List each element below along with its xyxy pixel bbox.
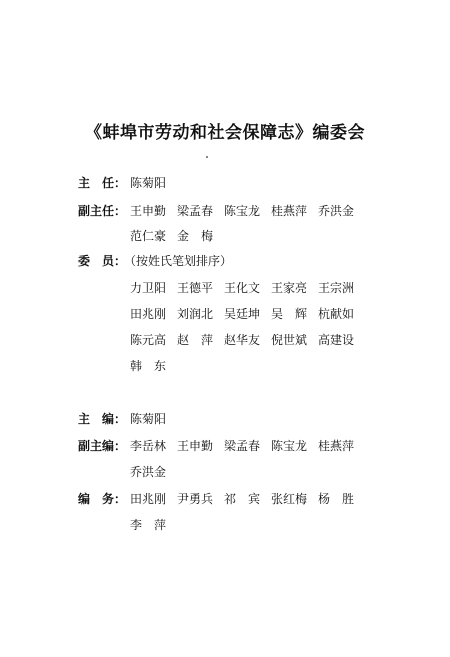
decorative-dot [206, 156, 208, 158]
person-name: 王化文 [224, 281, 261, 295]
person-name: 倪世斌 [271, 333, 308, 347]
members-line-4 [130, 359, 177, 373]
members-label: 委 员： [78, 254, 127, 268]
person-name: 金 梅 [177, 229, 214, 243]
deputy-editor-row-2 [130, 465, 177, 479]
person-name: 尹勇兵 [177, 492, 214, 506]
chair-name: 陈菊阳 [130, 176, 167, 190]
editors-row-2 [130, 518, 177, 532]
person-name: 赵华友 [224, 333, 261, 347]
person-name: 王申勤 [130, 204, 167, 218]
person-name: 陈宝龙 [271, 439, 308, 453]
person-name: 吴廷坤 [224, 307, 261, 321]
person-name: 杨 胜 [318, 492, 355, 506]
person-name: 吴 辉 [271, 307, 308, 321]
members-line-1 [130, 281, 365, 295]
members-line-3 [130, 333, 365, 347]
person-name: 刘润北 [177, 307, 214, 321]
person-name: 乔洪金 [130, 465, 167, 479]
editors-label: 编 务： [78, 492, 127, 506]
members-note: （按姓氏笔划排序） [124, 254, 233, 268]
person-name: 陈元高 [130, 333, 167, 347]
vice-chair-label: 副主任： [78, 204, 127, 218]
vice-chair-names-line1 [130, 204, 365, 218]
person-name: 高建设 [318, 333, 355, 347]
deputy-editor-names-line1 [130, 439, 365, 453]
person-name: 王申勤 [177, 439, 214, 453]
person-name: 韩 东 [130, 359, 167, 373]
person-name: 桂燕萍 [318, 439, 355, 453]
chief-editor-label: 主 编： [78, 412, 127, 426]
deputy-editor-label: 副主编： [78, 439, 127, 453]
person-name: 范仁豪 [130, 229, 167, 243]
person-name: 祁 宾 [224, 492, 261, 506]
person-name: 田兆刚 [130, 307, 167, 321]
person-name: 力卫阳 [130, 281, 167, 295]
person-name: 杭献如 [318, 307, 355, 321]
person-name: 王宗洲 [318, 281, 355, 295]
person-name: 乔洪金 [318, 204, 355, 218]
person-name: 李岳林 [130, 439, 167, 453]
person-name: 王家亮 [271, 281, 308, 295]
page-title: 《蚌埠市劳动和社会保障志》编委会 [85, 123, 365, 143]
person-name: 王德平 [177, 281, 214, 295]
person-name: 李 萍 [130, 518, 167, 532]
person-name: 梁孟春 [177, 204, 214, 218]
person-name: 田兆刚 [130, 492, 167, 506]
person-name: 张红梅 [271, 492, 308, 506]
chair-label: 主 任： [78, 176, 127, 190]
person-name: 陈宝龙 [224, 204, 261, 218]
person-name: 梁孟春 [224, 439, 261, 453]
chief-editor-name: 陈菊阳 [130, 412, 167, 426]
vice-chair-names-line2 [130, 229, 224, 243]
members-line-2 [130, 307, 365, 321]
person-name: 赵 萍 [177, 333, 214, 347]
person-name: 桂燕萍 [271, 204, 308, 218]
editors-names-line1 [130, 492, 365, 506]
